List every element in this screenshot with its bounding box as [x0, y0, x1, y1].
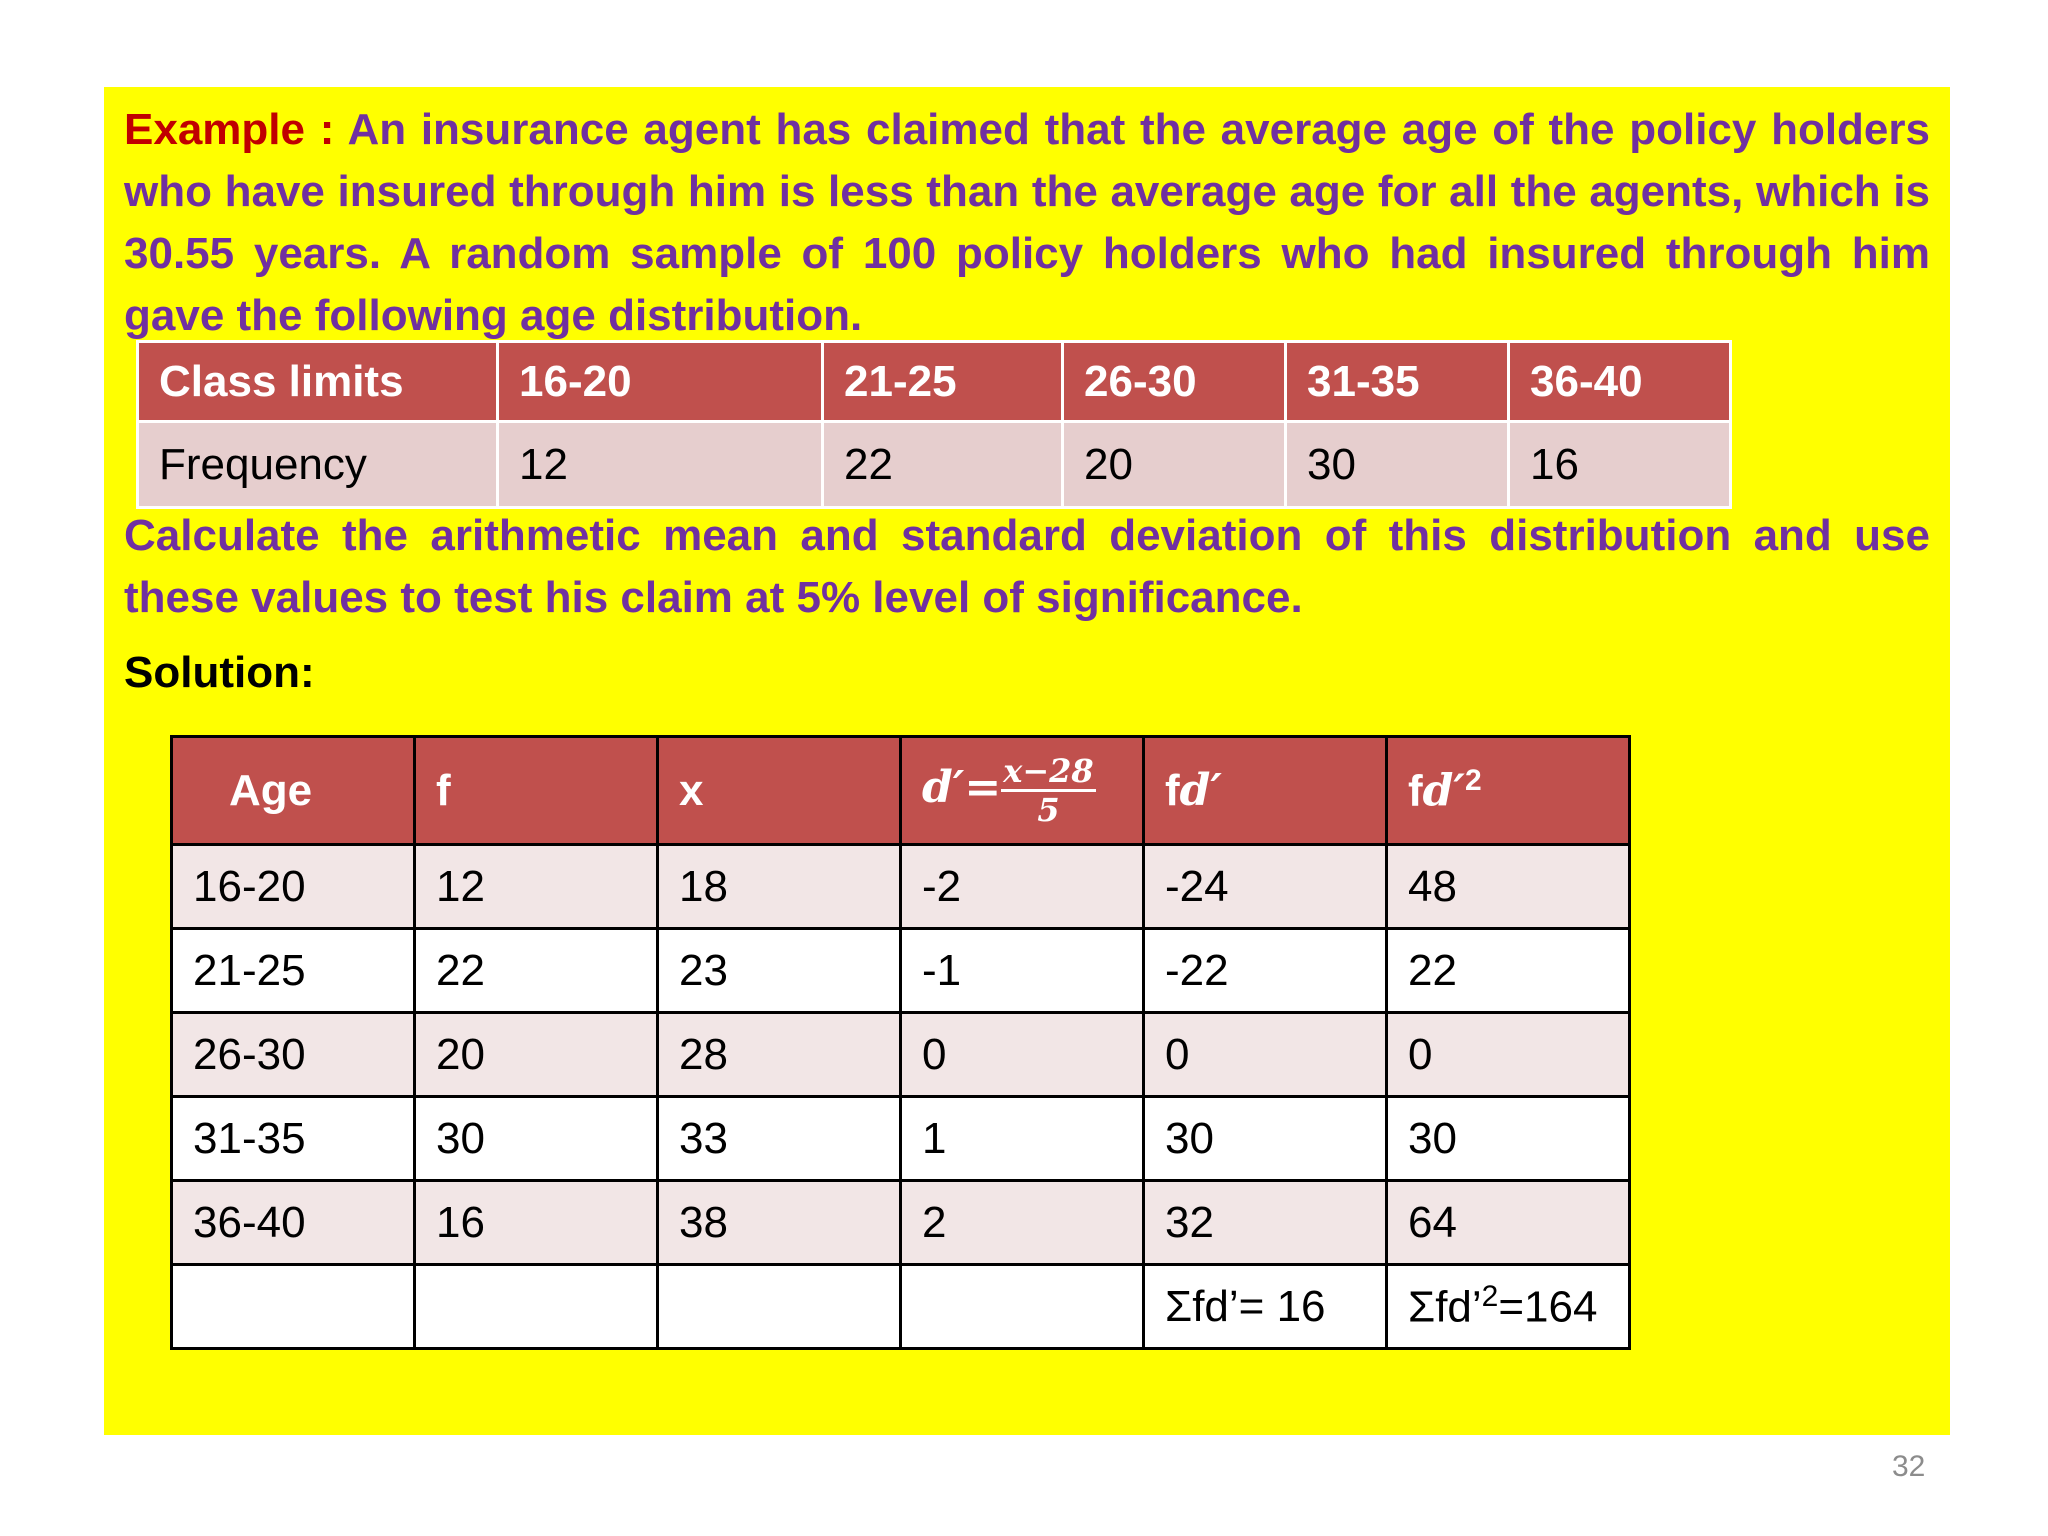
sum-fd2-cell: [1387, 1265, 1630, 1349]
fd-cell: -24: [1144, 845, 1387, 929]
header-cell: Class limits: [138, 342, 498, 422]
frequency-table: [136, 340, 1732, 509]
frequency-table-row: [138, 422, 1731, 508]
header-f: f: [415, 737, 658, 845]
header-cell: 36-40: [1509, 342, 1731, 422]
header-cell: 31-35: [1286, 342, 1509, 422]
fd2-cell: 22: [1387, 929, 1630, 1013]
empty-cell: [901, 1265, 1144, 1349]
d-numerator: x−28: [1003, 752, 1094, 790]
d-cell: 2: [901, 1181, 1144, 1265]
fd-prefix: f: [1165, 766, 1180, 815]
frequency-cell: 16: [1509, 422, 1731, 508]
sum-fd2-exponent: 2: [1481, 1280, 1499, 1314]
d-prime-symbol: d′=: [922, 762, 1002, 814]
age-cell: 21-25: [172, 929, 415, 1013]
table-row: [172, 1013, 1630, 1097]
task-statement: Calculate the arithmetic mean and standard deviation of this distribution and use these values to test his claim at 5% level of significance.: [124, 511, 1930, 622]
fd-cell: 30: [1144, 1097, 1387, 1181]
header-fd-squared: [1387, 737, 1630, 845]
header-x: x: [658, 737, 901, 845]
solution-table-header: [172, 737, 1630, 845]
f-cell: 16: [415, 1181, 658, 1265]
example-label: Example :: [124, 105, 335, 154]
sum-fd-cell: Σfd’= 16: [1144, 1265, 1387, 1349]
fd2-cell: 64: [1387, 1181, 1630, 1265]
row-label: Frequency: [138, 422, 498, 508]
header-cell: 26-30: [1063, 342, 1286, 422]
age-cell: 36-40: [172, 1181, 415, 1265]
frequency-table-header: [138, 342, 1731, 422]
f-cell: 22: [415, 929, 658, 1013]
fd-variable: d′: [1179, 765, 1223, 816]
d-cell: 1: [901, 1097, 1144, 1181]
slide-panel: [104, 87, 1950, 1435]
sum-fd2-value: =164: [1498, 1282, 1598, 1332]
d-denominator: 5: [1037, 791, 1060, 829]
f-cell: 30: [415, 1097, 658, 1181]
age-cell: 16-20: [172, 845, 415, 929]
solution-table: [170, 735, 1631, 1350]
frequency-cell: 22: [823, 422, 1063, 508]
d-cell: -1: [901, 929, 1144, 1013]
header-age: Age: [172, 737, 415, 845]
header-cell: 16-20: [498, 342, 823, 422]
empty-cell: [658, 1265, 901, 1349]
header-fd: [1144, 737, 1387, 845]
solution-label: Solution:: [124, 648, 315, 697]
table-row: [172, 1097, 1630, 1181]
f-cell: 12: [415, 845, 658, 929]
age-cell: 31-35: [172, 1097, 415, 1181]
fd-cell: 0: [1144, 1013, 1387, 1097]
fd2-cell: 48: [1387, 845, 1630, 929]
x-cell: 23: [658, 929, 901, 1013]
age-cell: 26-30: [172, 1013, 415, 1097]
fd-cell: 32: [1144, 1181, 1387, 1265]
header-d-formula: [901, 737, 1144, 845]
table-row: [172, 845, 1630, 929]
fd2-variable: d′: [1422, 765, 1466, 817]
x-cell: 38: [658, 1181, 901, 1265]
frequency-cell: 20: [1063, 422, 1286, 508]
totals-row: [172, 1265, 1630, 1349]
sum-fd2-prefix: Σfd’: [1408, 1282, 1482, 1332]
problem-statement: [124, 99, 1930, 347]
fd-cell: -22: [1144, 929, 1387, 1013]
table-row: [172, 1181, 1630, 1265]
x-cell: 33: [658, 1097, 901, 1181]
x-cell: 28: [658, 1013, 901, 1097]
d-cell: 0: [901, 1013, 1144, 1097]
fd2-cell: 0: [1387, 1013, 1630, 1097]
fd2-prefix: f: [1408, 766, 1423, 816]
page-number: 32: [1892, 1450, 1926, 1483]
frequency-cell: 12: [498, 422, 823, 508]
problem-text: An insurance agent has claimed that the average age of the policy holders who have insured through him is less than the average age for all the agents, which is 30.55 years. A random sample of 100 policy holders who had insured through him gave the following age distribution.: [124, 105, 1931, 340]
fd2-cell: 30: [1387, 1097, 1630, 1181]
d-fraction: [1001, 753, 1095, 828]
table-row: [172, 929, 1630, 1013]
header-cell: 21-25: [823, 342, 1063, 422]
frequency-cell: 30: [1286, 422, 1509, 508]
empty-cell: [172, 1265, 415, 1349]
d-cell: -2: [901, 845, 1144, 929]
fd2-exponent: 2: [1465, 764, 1482, 798]
f-cell: 20: [415, 1013, 658, 1097]
x-cell: 18: [658, 845, 901, 929]
empty-cell: [415, 1265, 658, 1349]
